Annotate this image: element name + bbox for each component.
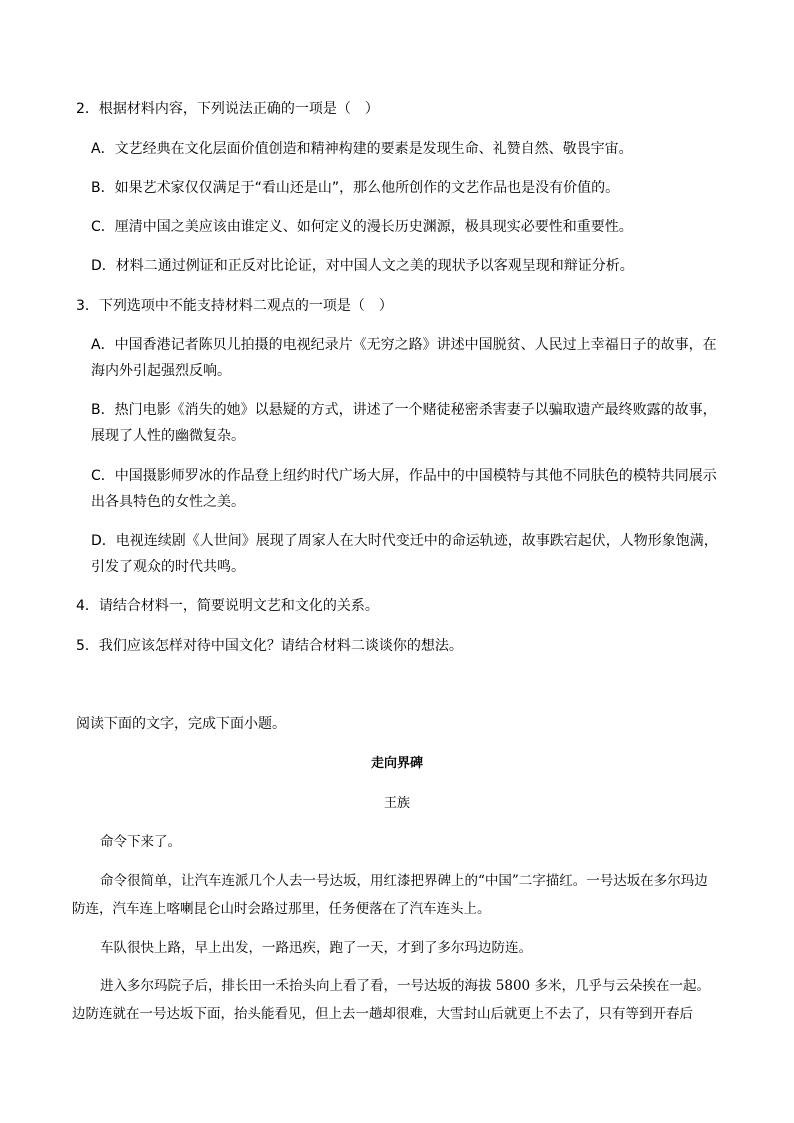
story-paragraph-2-line1: 命令很简单，让汽车连派几个人去一号达坂，用红漆把界碑上的“中国”二字描红。一号达坂在多尔玛边 [100, 873, 708, 889]
question-2-stem: 2．根据材料内容，下列说法正确的一项是（ ） [76, 101, 379, 117]
question-3-option-c-line1: C．中国摄影师罗冰的作品登上纽约时代广场大屏，作品中的中国模特与其他不同肤色的模特共同展示 [91, 468, 717, 484]
story-paragraph-4-line1: 进入多尔玛院子后，排长田一禾抬头向上看了看，一号达坂的海拔 5800 多米，几乎与云朵挨在一起。 [100, 978, 710, 994]
story-title: 走向界碑 [370, 756, 423, 771]
story-paragraph-4-line2: 边防连就在一号达坂下面，抬头能看见，但上去一趟却很难，大雪封山后就更上不去了，只有等到开春后 [72, 1006, 693, 1022]
question-3-option-a-line1: A．中国香港记者陈贝儿拍摄的电视纪录片《无穷之路》讲述中国脱贫、人民过上幸福日子的故事，在 [91, 337, 717, 353]
question-2-option-a: A．文艺经典在文化层面价值创造和精神构建的要素是发现生命、礼赞自然、敬畏宇宙。 [91, 141, 633, 157]
question-5-stem: 5．我们应该怎样对待中国文化？请结合材料二谈谈你的想法。 [76, 638, 463, 654]
question-3-stem: 3．下列选项中不能支持材料二观点的一项是（ ） [76, 298, 393, 314]
reading-instruction: 阅读下面的文字，完成下面小题。 [76, 716, 286, 732]
question-3-option-d-line2: 引发了观众的时代共鸣。 [91, 559, 245, 575]
question-3-option-b-line2: 展现了人性的幽微复杂。 [91, 428, 245, 444]
story-paragraph-1: 命令下来了。 [100, 834, 181, 850]
story-paragraph-2-line2: 防连，汽车连上喀喇昆仑山时会路过那里，任务便落在了汽车连头上。 [72, 901, 491, 917]
question-3-option-a-line2: 海内外引起强烈反响。 [91, 363, 231, 379]
story-author: 王族 [383, 796, 410, 811]
question-2-option-c: C．厘清中国之美应该由谁定义、如何定义的漫长历史渊源，极具现实必要性和重要性。 [91, 219, 633, 235]
question-3-option-c-line2: 出各具特色的女性之美。 [91, 494, 245, 510]
story-paragraph-3: 车队很快上路，早上出发，一路迅疾，跑了一天，才到了多尔玛边防连。 [100, 940, 532, 956]
question-2-option-d: D．材料二通过例证和正反对比论证，对中国人文之美的现状予以客观呈现和辩证分析。 [91, 258, 634, 274]
question-3-option-d-line1: D．电视连续剧《人世间》展现了周家人在大时代变迁中的命运轨迹，故事跌宕起伏，人物形象饱满， [91, 533, 718, 549]
question-3-option-b-line1: B．热门电影《消失的她》以悬疑的方式，讲述了一个赌徒秘密杀害妻子以骗取遗产最终败露的故事， [91, 402, 717, 418]
question-4-stem: 4．请结合材料一，简要说明文艺和文化的关系。 [76, 598, 379, 614]
question-2-option-b: B．如果艺术家仅仅满足于“看山还是山”，那么他所创作的文艺作品也是没有价值的。 [91, 180, 620, 196]
